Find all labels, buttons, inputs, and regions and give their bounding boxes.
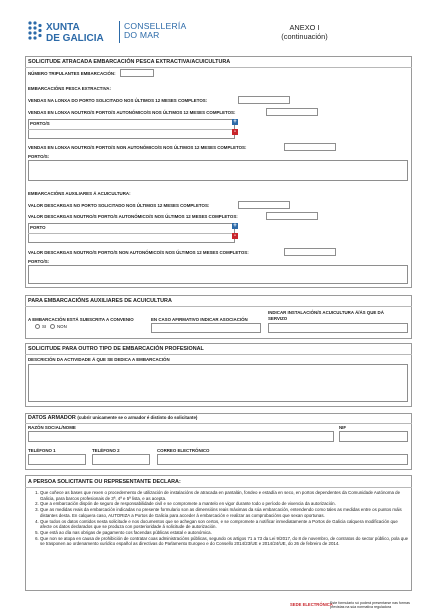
phone2-label: TELÉFONO 2 xyxy=(92,448,120,453)
add-port-button-3[interactable]: + xyxy=(233,223,237,229)
facility-label-line1: INDICAR INSTALACIÓN/S ACUICULTURA Á/ÁS QUE DÁ xyxy=(268,310,384,315)
xunta-logo xyxy=(26,20,118,44)
phone1-input[interactable] xyxy=(28,454,86,465)
unload-other-auto-input[interactable] xyxy=(266,212,318,220)
owner-name-label: RAZÓN SOCIAL/NOME xyxy=(28,425,76,430)
annex-header xyxy=(262,23,347,41)
footer-brand: SEDE ELECTRÓNICA xyxy=(290,602,333,607)
unload-other-auto-label: VALOR DESCARGAS NOUTRO/S PORTO/S AUTONÓMICO/S NOS ÚLTIMOS 12 MESES COMPLETOS: xyxy=(28,214,238,219)
declaration-list xyxy=(33,490,409,547)
ports-label-3: PORTO xyxy=(30,225,46,230)
declaration-item: 5. Que está ao día nas obrigas de pagamento cos facendas públicas estatal e autonómica. xyxy=(40,530,409,536)
footer-note: Este formulario só poderá presentarse nas formas previstas na súa normativa reguladora xyxy=(330,601,410,610)
consellaria-name xyxy=(124,22,186,40)
section3-title: SOLICITUDE PARA OUTRO TIPO DE EMBARCACIÓN PROFESIONAL xyxy=(28,346,204,352)
agreement-label: A EMBARCACIÓN ESTÁ SUBSCRITA A CONVENIO xyxy=(28,317,134,322)
facility-input[interactable] xyxy=(268,323,408,333)
ports-label-2: PORTO/S: xyxy=(28,154,50,159)
unload-other-nonauto-input[interactable] xyxy=(284,248,336,256)
ports-list-1-divider xyxy=(28,129,235,130)
ports-textarea-4[interactable] xyxy=(28,265,408,284)
sales-other-auto-label: VENDAS EN LONXA NOUTRO/S PORTO/S AUTONÓMICO/S NOS ÚLTIMOS 12 MESES COMPLETOS: xyxy=(28,110,236,115)
sales-port-label: VENDAS NA LONXA DO PORTO SOLICITADO NOS ÚLTIMOS 12 MESES COMPLETOS: xyxy=(28,98,208,103)
annex-title: ANEXO I xyxy=(289,23,320,32)
crew-label: NÚMERO TRIPULANTES EMBARCACIÓN: xyxy=(28,71,116,76)
section2-title-divider xyxy=(25,306,412,307)
unload-other-nonauto-label: VALOR DESCARGAS NOUTRO/S PORTO/S NON AUTONÓMICO/S NOS ÚLTIMOS 12 MESES COMPLETOS: xyxy=(28,250,249,255)
section4-title-main: DATOS ARMADOR xyxy=(28,415,76,421)
aux-heading: EMBARCACIÓNS AUXILIARES Á ACUICULTURA: xyxy=(28,191,131,196)
agreement-yes-label: SI xyxy=(42,324,47,329)
sales-other-nonauto-input[interactable] xyxy=(284,143,336,151)
owner-name-input[interactable] xyxy=(28,431,334,442)
ports-label-1: PORTO/S xyxy=(30,121,50,126)
ports-list-3-divider xyxy=(28,233,235,234)
remove-port-button-1[interactable]: - xyxy=(234,129,236,135)
consellaria-line2: DO MAR xyxy=(124,30,160,40)
email-label: CORREO ELECTRÓNICO xyxy=(157,448,210,453)
logo-divider xyxy=(119,21,120,43)
agreement-yes-radio[interactable] xyxy=(35,324,40,329)
consellaria-line1: CONSELLERÍA xyxy=(124,21,187,31)
email-input[interactable] xyxy=(157,454,408,465)
section1-title-divider xyxy=(25,67,412,68)
association-label: EN CASO AFIRMATIVO INDICAR ASOCIACIÓN xyxy=(151,317,248,322)
logo-line1: XUNTA xyxy=(46,22,80,33)
declaration-item: 2. Que a embarcación dispón de seguro de responsabilidade civil e se compromete a mantelo en vigor durante todo o período de vixencia da autorización. xyxy=(40,501,409,507)
agreement-no-radio[interactable] xyxy=(50,324,55,329)
ports-textarea-2[interactable] xyxy=(28,160,408,181)
section1-title: SOLICITUDE ATRACADA EMBARCACIÓN PESCA EXTRACTIVA/ACUICULTURA xyxy=(28,59,231,65)
phone2-input[interactable] xyxy=(92,454,150,465)
section4-title-divider xyxy=(25,423,412,424)
annex-subtitle: (continuación) xyxy=(281,32,328,41)
remove-port-button-3[interactable]: - xyxy=(234,233,236,239)
activity-label: DESCRICIÓN DA ACTIVIDADE Á QUE SE DEDICA A EMBARCACIÓN xyxy=(28,357,170,362)
facility-label-line2: SERVIZO xyxy=(268,316,288,321)
phone1-label: TELÉFONO 1 xyxy=(28,448,56,453)
owner-nif-label: NIF xyxy=(339,425,347,430)
section2-title: PARA EMBARCACIÓNS AUXILIARES DE ACUICULTURA xyxy=(28,298,172,304)
owner-nif-input[interactable] xyxy=(339,431,408,442)
sales-other-nonauto-label: VENDAS EN LONXA NOUTRO/S PORTO/S NON AUTONÓMICO/S NOS ÚLTIMOS 12 MESES COMPLETOS: xyxy=(28,145,247,150)
declaration-title-divider xyxy=(25,487,412,488)
declaration-item: 6. Que non se atopa en causa de prohibición de contratar coas administracións públicas, segundo os artigos 71 a 73 da Lei 9/2017, do 8 de novembro, de contratos do sector público, pola que se trasponen ao ordenamento xurídico español as directivas do Parlamento Europeo e do Consello 2014/23/UE e 2014/24/UE, do 26 de febreiro de 2014. xyxy=(40,536,409,547)
declaration-item: 1. Que coñece as bases que rexen o procedemento de utilización de instalacións de atracada en pantalán, fondeo e estadía en seco, en portos dependentes da Comunidade Autónoma de Galicia, para barcos profesionais de 3ª, 4ª e 5ª lista, e as acepta. xyxy=(40,490,409,501)
crew-input[interactable] xyxy=(120,69,154,77)
unload-port-label: VALOR DESCARGAS NO PORTO SOLICITADO NOS ÚLTIMOS 12 MESES COMPLETOS: xyxy=(28,203,210,208)
section4-title xyxy=(28,415,197,421)
logo-line2: DE GALICIA xyxy=(46,33,104,44)
ports-label-4: PORTO/S: xyxy=(28,259,50,264)
agreement-no-label: NON xyxy=(57,324,67,329)
section3-title-divider xyxy=(25,354,412,355)
sales-port-input[interactable] xyxy=(238,96,290,104)
activity-textarea[interactable] xyxy=(28,364,408,402)
section4-title-note: (cubrir unicamente se o armador é distinto do solicitante) xyxy=(77,415,198,420)
declaration-item: 4. Que todos os datos contidos nesta solicitude e nos documentos que se achegan son certos, e se compromete a notificar inmediatamente a Portos de Galicia calquera modificación que afecte os datos declarados que se produza con posterioridade á solicitude de autorización. xyxy=(40,519,409,530)
sales-other-auto-input[interactable] xyxy=(266,108,318,116)
association-input[interactable] xyxy=(151,323,261,333)
xunta-logo-mark-icon xyxy=(28,21,41,39)
unload-port-input[interactable] xyxy=(238,201,290,209)
add-port-button-1[interactable]: + xyxy=(233,119,237,125)
fishing-heading: EMBARCACIÓNS PESCA EXTRACTIVA: xyxy=(28,86,111,91)
declaration-item: 3. Que as medidas reais da embarcación indicadas no presente formulario son as dimensións reais máximas da súa embarcación, entendendo como tales as medidas entre os puntos máis distantes desta. En calquera caso, AUTORIZA a Portos de Galicia para acceder á embarcación e realizar as comprobacións que sexan oportunas. xyxy=(40,507,409,518)
declaration-title: A PERSOA SOLICITANTE OU REPRESENTANTE DECLARA: xyxy=(28,479,181,485)
